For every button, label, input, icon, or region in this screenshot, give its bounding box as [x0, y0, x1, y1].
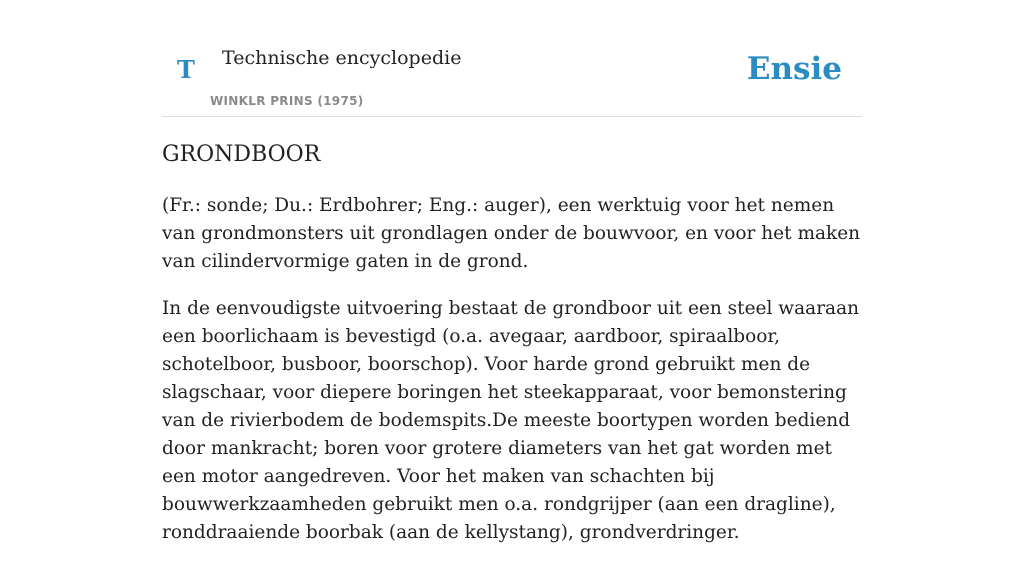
page-header	[162, 0, 862, 117]
encyclopedia-logo-icon[interactable]: T	[177, 55, 195, 84]
book-subtitle: WINKLR PRINS (1975)	[210, 94, 364, 108]
brand-logo-link[interactable]: Ensie	[746, 51, 842, 87]
entry-body	[162, 192, 862, 566]
book-title-link[interactable]: Technische encyclopedie	[222, 47, 462, 69]
entry-paragraph-1: (Fr.: sonde; Du.: Erdbohrer; Eng.: auger), een werktuig voor het nemen van grondmonsters uit grondlagen onder de bouwvoor, en voor het maken van cilindervormige gaten in de grond.	[162, 195, 861, 272]
entry-paragraph-2: In de eenvoudigste uitvoering bestaat de grondboor uit een steel waaraan een boorlichaam is bevestigd (o.a. avegaar, aardboor, spiraalboor, schotelboor, busboor, boorschop). Voor harde grond gebruikt men de slagschaar, voor diepere boringen het steekapparaat, voor bemonstering van de rivierbodem de bodemspits.De meeste boortypen worden bediend door mankracht; boren voor grotere diameters van het gat worden met een motor aangedreven. Voor het maken van schachten bij bouwwerkzaamheden gebruikt men o.a. rondgrijper (aan een dragline), ronddraaiende boorbak (aan de kellystang), grondverdringer.	[162, 298, 860, 543]
entry-title: GRONDBOOR	[162, 142, 321, 167]
